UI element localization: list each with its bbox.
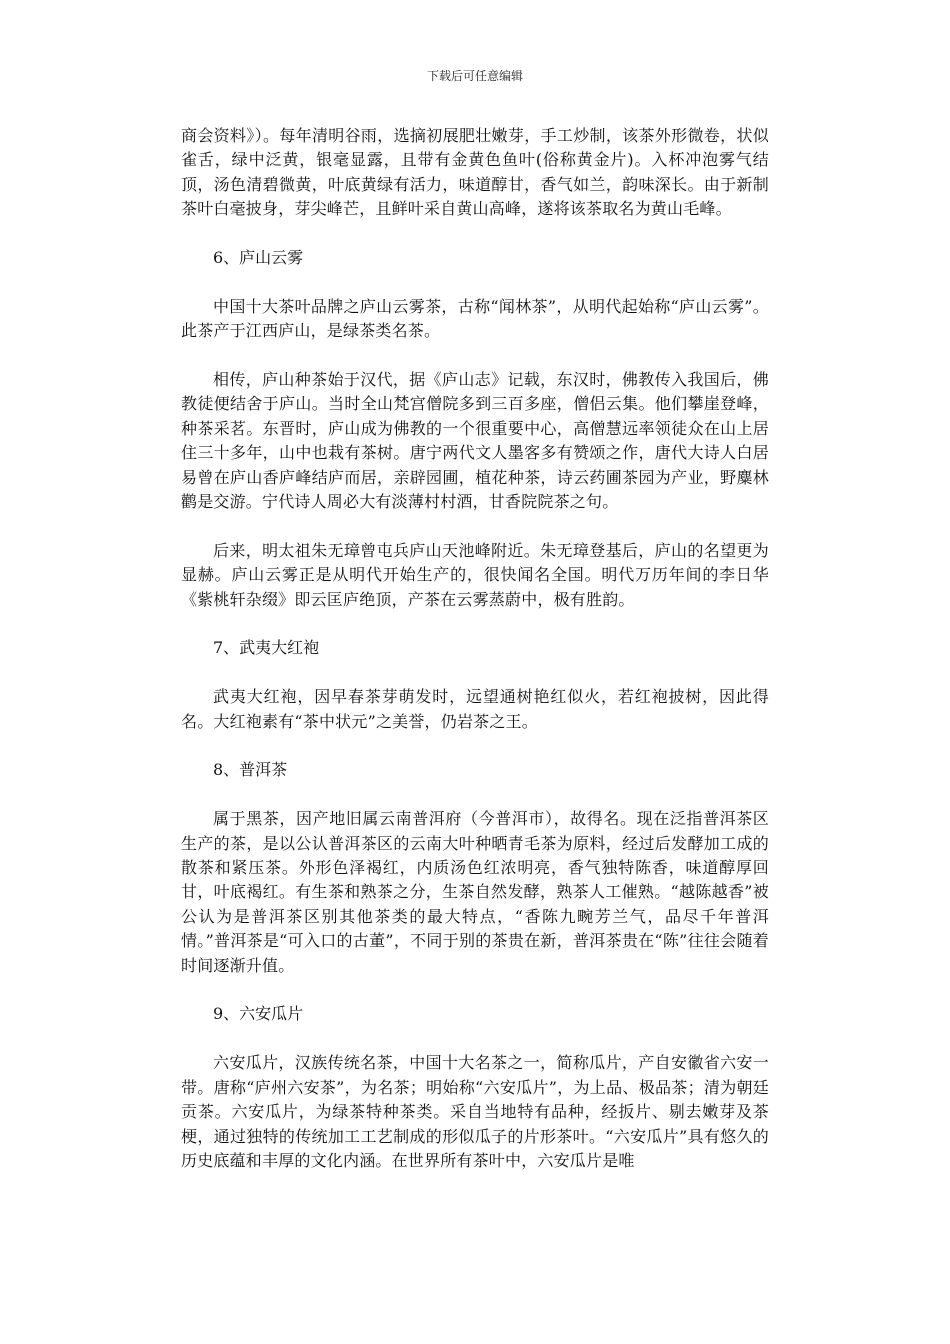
paragraph-lushan-ming: 后来，明太祖朱无璋曾屯兵庐山天池峰附近。朱无璋登基后，庐山的名望更为显赫。庐山云雾正是从明代开始生产的，很快闻名全国。明代万历年间的李日华《紫桃轩杂缀》即云匡庐绝顶，产茶在云雾蒸蔚中，极有胜韵。 — [181, 540, 769, 609]
paragraph-lushan-intro: 中国十大茶叶品牌之庐山云雾茶，古称“闻林茶”，从明代起始称“庐山云雾”。此茶产于江西庐山，是绿茶类名茶。 — [181, 296, 769, 341]
section-heading-liuan-guapian: 9、六安瓜片 — [213, 1004, 304, 1024]
paragraph-lushan-history: 相传，庐山种茶始于汉代，据《庐山志》记载，东汉时，佛教传入我国后，佛教徒便结舍于庐山。当时全山梵宫僧院多到三百多座，僧侣云集。他们攀崖登峰，种茶采茗。东晋时，庐山成为佛教的一个很重要中心，高僧慧远率领徒众在山上居住三十多年，山中也栽有茶树。唐宁两代文人墨客多有赞颂之作，唐代大诗人白居易曾在庐山香庐峰结庐而居，亲辟园圃，植花种茶，诗云药圃茶园为产业，野麋林鹳是交游。宁代诗人周必大有淡薄村村酒，甘香院院茶之句。 — [181, 370, 769, 512]
paragraph-liuan-guapian: 六安瓜片，汉族传统名茶，中国十大名茶之一，简称瓜片，产自安徽省六安一带。唐称“庐州六安茶”，为名茶；明始称“六安瓜片”，为上品、极品茶；清为朝廷贡茶。六安瓜片，为绿茶特种茶类。采自当地特有品种，经扳片、剔去嫩芽及茶梗，通过独特的传统加工工艺制成的形似瓜子的片形茶叶。“六安瓜片”具有悠久的历史底蕴和丰厚的文化内涵。在世界所有茶叶中，六安瓜片是唯 — [181, 1053, 769, 1170]
paragraph-spacer — [181, 783, 769, 807]
paragraph-spacer — [181, 612, 769, 636]
paragraph-spacer — [181, 514, 769, 538]
document-body — [181, 124, 769, 1173]
page-header: 下载后可任意编辑 — [426, 69, 523, 83]
paragraph-spacer — [181, 344, 769, 368]
paragraph-spacer — [181, 222, 769, 246]
paragraph-spacer — [181, 978, 769, 1002]
paragraph-spacer — [181, 270, 769, 294]
paragraph-puer: 属于黑茶，因产地旧属云南普洱府（今普洱市），故得名。现在泛指普洱茶区生产的茶，是以公认普洱茶区的云南大叶种晒青毛茶为原料，经过后发酵加工成的散茶和紧压茶。外形色泽褐红，内质汤色红浓明亮，香气独特陈香，味道醇厚回甘，叶底褐红。有生茶和熟茶之分，生茶自然发酵，熟茶人工催熟。“越陈越香”被公认为是普洱茶区别其他茶类的最大特点，“香陈九畹芳兰气，品尽千年普洱情。”普洱茶是“可入口的古董”，不同于别的茶贵在新，普洱茶贵在“陈”往往会随着时间逐渐升值。 — [181, 809, 769, 975]
paragraph-spacer — [181, 661, 769, 685]
paragraph-dahongpao: 武夷大红袍，因早春茶芽萌发时，远望通树艳红似火，若红袍披树，因此得名。大红袍素有“茶中状元”之美誉，仍岩茶之王。 — [181, 687, 769, 731]
section-heading-puer: 8、普洱茶 — [213, 760, 288, 780]
section-heading-lushan-yunwu: 6、庐山云雾 — [213, 248, 304, 268]
paragraph-spacer — [181, 1027, 769, 1051]
paragraph-huangshan-maofeng-end: 商会资料》）。每年清明谷雨，选摘初展肥壮嫩芽，手工炒制，该茶外形微卷，状似雀舌，绿中泛黄，银毫显露，且带有金黄色鱼叶(俗称黄金片)。入杯冲泡雾气结顶，汤色清碧微黄，叶底黄绿有活力，味道醇甘，香气如兰，韵味深长。由于新制茶叶白毫披身，芽尖峰芒，且鲜叶采自黄山高峰，遂将该茶取名为黄山毛峰。 — [181, 126, 769, 219]
paragraph-spacer — [181, 734, 769, 758]
section-heading-wuyi-dahongpao: 7、武夷大红袍 — [213, 638, 320, 658]
